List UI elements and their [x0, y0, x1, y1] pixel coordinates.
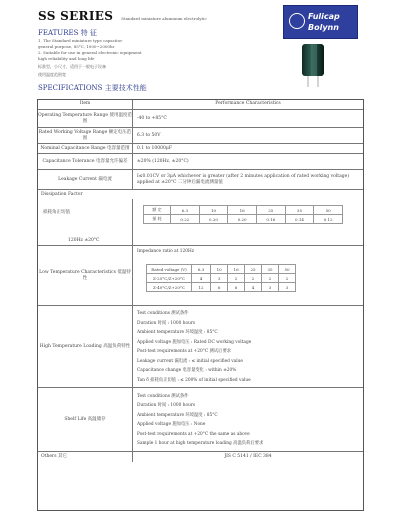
endurance-line: Capacitance change 电容量变化 : within ±20%	[137, 368, 237, 373]
dissipation-label-cn: 损耗角正切值	[43, 210, 70, 215]
rated-voltage-value: 6.3 to 50V	[137, 132, 161, 138]
feature-line: 使用温度范围宽	[38, 72, 66, 77]
lt-voltage: 10	[211, 265, 228, 274]
leakage-line-1: I≤0.01CV or 3μA whichever is greater (after 2 minutes application of rated working voltage)	[137, 173, 350, 179]
lt-row1-value: 4	[192, 274, 211, 283]
op-temp-value: -40 to +85°C	[137, 115, 167, 121]
specifications-heading: SPECIFICATIONS 主要技术性能	[38, 84, 147, 92]
lt-row2-value: 3	[262, 283, 279, 292]
series-title: SS SERIES	[38, 9, 114, 23]
low-temp-intro: Impedance ratio at 120Hz	[137, 249, 194, 254]
lt-row1-value: 3	[211, 274, 228, 283]
leakage-value	[133, 170, 363, 190]
lt-row2-value: 3	[279, 283, 296, 292]
shelf-line: Sample 1 hour at high temperature loading 高温负荷后要求	[137, 441, 264, 446]
df-voltage: 35	[285, 206, 314, 215]
lt-header: Rated voltage (V)	[147, 265, 192, 274]
df-voltage: 25	[256, 206, 285, 215]
header-characteristics: Performance Characteristics	[215, 101, 281, 107]
df-value: 0.20	[199, 215, 228, 224]
df-value: 0.14	[285, 215, 314, 224]
leakage-label: Leakage Current 漏电流	[38, 170, 133, 190]
lt-row2-value: 6	[228, 283, 245, 292]
lt-row2-value: 12	[192, 283, 211, 292]
lt-row2-value: 6	[211, 283, 228, 292]
logo-line-2: Bolynn	[308, 23, 339, 32]
lt-row1-value: 2	[279, 274, 296, 283]
endurance-line: Test conditions 测试条件	[137, 311, 189, 316]
lt-row2-value: 4	[245, 283, 262, 292]
lt-row1-value: 2	[262, 274, 279, 283]
table-header-row	[38, 100, 363, 109]
shelf-line: Duration 时间 : 1000 hours	[137, 403, 196, 408]
tolerance-value: ±20% (120Hz, ±20°C)	[137, 158, 189, 164]
lt-voltage: 35	[262, 265, 279, 274]
lt-row1-label: Z-25°C/Z+20°C	[147, 274, 192, 283]
impedance-ratio-table	[146, 264, 296, 292]
df-volt-header: 额 定	[144, 206, 171, 215]
rated-voltage-label: Rated Working Voltage Range 额定电压范围	[38, 128, 133, 144]
table-row	[38, 451, 363, 462]
df-value: 0.12	[314, 215, 343, 224]
df-voltage: 16	[228, 206, 257, 215]
specifications-table	[37, 99, 364, 511]
lt-row2-label: Z-40°C/Z+20°C	[147, 283, 192, 292]
feature-line: 标准型，小尺寸，适用于一般电子设备	[38, 64, 106, 69]
df-value-header: 损 耗	[144, 215, 171, 224]
endurance-label: High Temperature Loading 高温负荷特性	[38, 306, 133, 388]
others-label: Others 其它	[38, 452, 133, 462]
shelf-line: Applied voltage 施加电压 : None	[137, 422, 206, 427]
feature-line: general purpose, 85°C, 1000~2000hr	[38, 44, 115, 49]
endurance-line: Post-test requirements at +20°C 测试后要求	[137, 349, 232, 354]
endurance-line: Leakage current 漏电流 : ≤ initial specified value	[137, 358, 243, 364]
series-title-block	[38, 5, 207, 24]
df-value: 0.16	[256, 215, 285, 224]
others-value: JIS C 5141 / IEC 384	[224, 453, 272, 459]
lt-voltage: 16	[228, 265, 245, 274]
dissipation-label: Dissipation Factor	[41, 192, 83, 197]
df-voltage: 6.3	[171, 206, 200, 215]
df-value: 0.22	[171, 215, 200, 224]
dissipation-note: 120Hz ±20°C	[68, 238, 100, 243]
table-row	[38, 169, 363, 190]
low-temp-label: Low Temperature Characteristics 低温特性	[38, 246, 133, 306]
table-row	[38, 245, 363, 306]
endurance-conditions	[133, 306, 363, 388]
capacitance-label: Nominal Capacitance Range 电容量范围	[38, 144, 133, 154]
df-voltage: 50	[314, 206, 343, 215]
endurance-line: Applied voltage 施加电压 : Rated DC working voltage	[137, 339, 252, 345]
df-value: 0.20	[228, 215, 257, 224]
shelf-line: Test conditions 测试条件	[137, 393, 189, 399]
table-row	[38, 387, 363, 452]
capacitor-image	[297, 42, 337, 88]
capacitance-value: 0.1 to 10000μF	[137, 145, 172, 151]
lt-row1-value: 2	[245, 274, 262, 283]
series-subtitle: Standard miniature aluminum electrolytic	[121, 16, 207, 21]
shelf-line: Post-test requirements at +20°C the same as above	[137, 431, 250, 437]
lt-voltage: 50	[279, 265, 296, 274]
lt-voltage: 25	[245, 265, 262, 274]
shelf-line: Ambient temperature 环境温度 : 85°C	[137, 412, 218, 418]
logo-ring-icon	[289, 13, 305, 29]
shelf-life-label: Shelf Life 高温储存	[38, 388, 133, 452]
feature-line: high reliability and long life	[38, 56, 95, 61]
op-temp-label: Operating Temperature Range 使用温度范围	[38, 110, 133, 128]
tolerance-label: Capacitance Tolerance 电容量允许偏差	[38, 154, 133, 170]
endurance-line: Duration 时间 : 1000 hours	[137, 320, 196, 326]
feature-line: 2. Suitable for use in general electronic equipment	[38, 50, 142, 55]
features-heading: FEATURES 特 征	[38, 29, 97, 37]
logo-line-1: Fulicap	[308, 12, 340, 21]
shelf-life-conditions	[133, 388, 363, 452]
lt-voltage: 6.3	[192, 265, 211, 274]
brand-logo	[283, 5, 358, 39]
endurance-line: Ambient temperature 环境温度 : 85°C	[137, 330, 218, 335]
table-row	[38, 153, 363, 170]
leakage-line-2: applied at ±20°C 二分钟后漏电流测量值	[137, 180, 223, 185]
table-row	[38, 305, 363, 388]
table-row	[38, 109, 363, 128]
header-item: Item	[38, 100, 133, 109]
table-row	[38, 189, 363, 246]
lt-row1-value: 2	[228, 274, 245, 283]
table-row	[38, 127, 363, 144]
endurance-line: Tan δ 损耗角正切值 : ≤ 200% of initial specified value	[137, 377, 251, 383]
df-voltage: 10	[199, 206, 228, 215]
feature-line: 1. The Standard miniature type capacitor	[38, 38, 123, 43]
dissipation-table	[143, 205, 343, 224]
